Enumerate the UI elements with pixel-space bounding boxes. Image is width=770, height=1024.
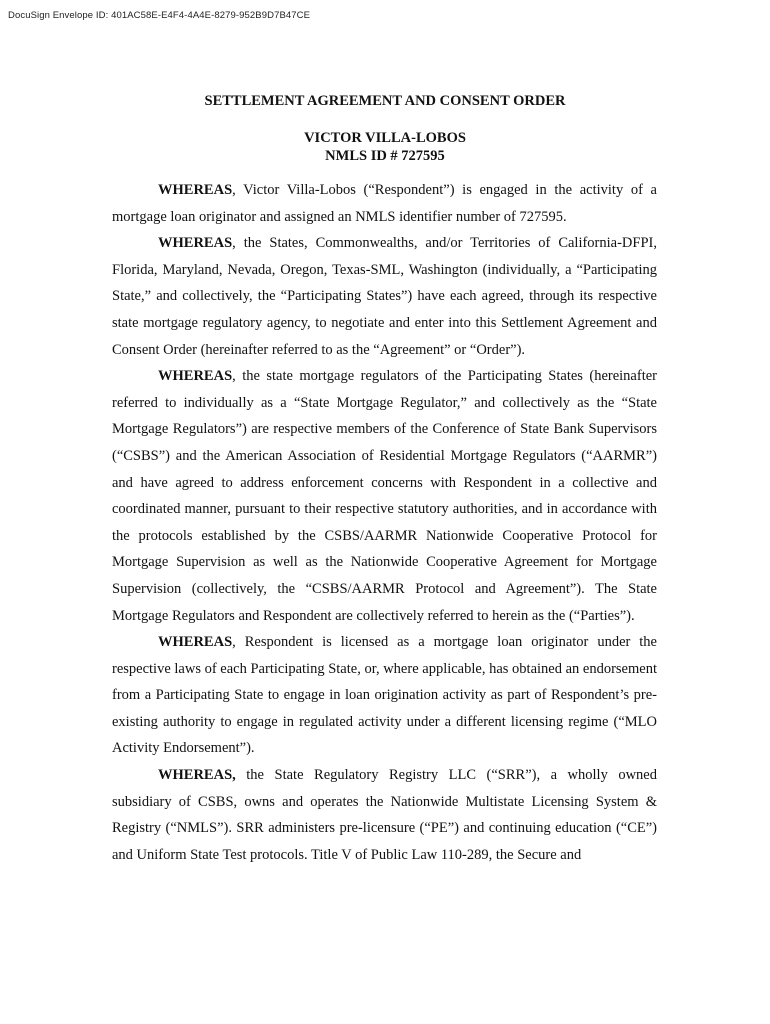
docusign-envelope-id: DocuSign Envelope ID: 401AC58E-E4F4-4A4E-8279-952B9D7B47CE — [8, 10, 311, 21]
whereas-lead: WHEREAS — [158, 182, 233, 198]
whereas-lead: WHEREAS — [158, 368, 233, 385]
paragraph-text: , the state mortgage regulators of the Participating States (hereinafter referred to individually as a “State Mortgage Regulator,” and collectively as the “State Mortgage Regulators”) are respective members of the Conference of State Bank Supervisors (“CSBS”) and the American Association of Residential Mortgage Regulators (“AARMR”) and have agreed to address enforcement concerns with Respondent in a collective and coordinated manner, pursuant to their respective statutory authorities, and in accordance with the protocols established by the CSBS/AARMR Nationwide Cooperative Protocol for Mortgage Supervision as well as the Nationwide Cooperative Agreement for Mortgage Supervision (collectively, the “CSBS/AARMR Protocol and Agreement”). The State Mortgage Regulators and Respondent are collectively referred to herein as the (“Parties”). — [112, 368, 657, 624]
respondent-header — [0, 129, 770, 165]
paragraph-respondent-activity — [112, 177, 657, 230]
respondent-name: VICTOR VILLA-LOBOS — [304, 130, 466, 146]
whereas-lead: WHEREAS — [158, 235, 233, 252]
whereas-lead: WHEREAS — [158, 634, 233, 651]
paragraph-licensing — [112, 629, 657, 762]
paragraph-text: , Respondent is licensed as a mortgage loan originator under the respective laws of each Participating State, or, where applicable, has obtained an endorsement from a Participating State to engage in loan origination activity as part of Respondent’s pre-existing authority to engage in regulated activity under a different licensing regime (“MLO Activity Endorsement”). — [112, 634, 657, 757]
paragraph-participating-states — [112, 230, 657, 363]
paragraph-state-regulators — [112, 363, 657, 629]
document-body — [112, 177, 657, 868]
paragraph-text: the State Regulatory Registry LLC (“SRR”), a wholly owned subsidiary of CSBS, owns and operates the Nationwide Multistate Licensing System & Registry (“NMLS”). SRR administers pre-licensure (“PE”) and continuing education (“CE”) and Uniform State Test protocols. Title V of Public Law 110-289, the Secure and — [112, 767, 657, 863]
nmls-id: NMLS ID # 727595 — [325, 148, 445, 164]
paragraph-text: , the States, Commonwealths, and/or Territories of California-DFPI, Florida, Maryland, Nevada, Oregon, Texas-SML, Washington (individually, a “Participating State,” and collectively, the “Participating States”) have each agreed, through its respective state mortgage regulatory agency, to negotiate and enter into this Settlement Agreement and Consent Order (hereinafter referred to as the “Agreement” or “Order”). — [112, 235, 657, 358]
paragraph-srr-nmls — [112, 762, 657, 868]
paragraph-text: , Victor Villa-Lobos (“Respondent”) is engaged in the activity of a mortgage loan originator and assigned an NMLS identifier number of 727595. — [112, 182, 657, 225]
whereas-lead: WHEREAS, — [158, 767, 236, 784]
document-title: SETTLEMENT AGREEMENT AND CONSENT ORDER — [204, 93, 566, 109]
